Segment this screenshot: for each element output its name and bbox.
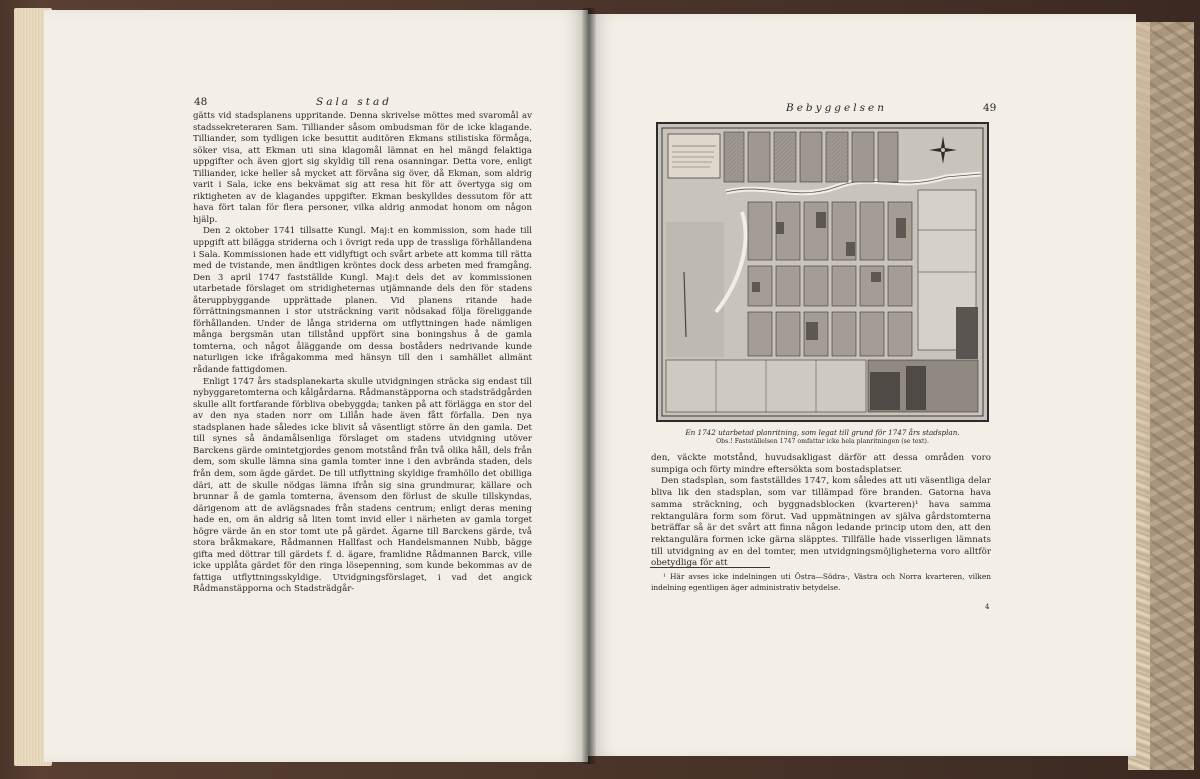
paragraph: Enligt 1747 års stadsplanekarta skulle utvidgningen sträcka sig endast till nybyggaretomterna och kålgårdarna. Rådmanstäpporna och stadsträdgården skulle allt fortfarande förbliva obebyggda; tanken på att förlägga en stor del av den nya staden norr om Lillån hade även fått förfalla. Den nya stadsplanen hade således icke blivit så väsentligt större än den gamla. Det till synes så ändamålsenliga förslaget om stadens utvidgning utöver Barckens gärde omintetgjordes genom motstånd från två olika håll, dels från dem, som skulle lämna sina gamla tomter inne i den avbrända staden, dels från dem, som ägde gärdet. De till utflyttning skyldige framhöllo det obilliga däri, att de skulle nödgas lämna ifrån sig sina grundmurar, källare och brunnar å de gamla tomterna, ävensom den förlust de skulle tillskyndas, därigenom att de avlägsnades från stadens centrum; enligt deras mening hade en, om än aldrig så liten tomt invid eller i närheten av gamla torget högre värde än en stor tomt ute på gärdet. Ägarne till Barckens gärde, två stora bråkmakare, Rådmannen Hallfast och Handelsmannen Nubb, bägge gifta med döttrar till gärdets f. d. ägare, framlidne Rådmannen Barck, ville icke upplåta gärdet för den ringa lösepenning, som kunde bekommas av de fattiga utflyttningsskyldige. Utvidgningsförslaget, i vad det angick Rådmanstäpporna och Stadsträdgår- <box>193 376 532 595</box>
paragraph: gätts vid stadsplanens uppritande. Denna skrivelse möttes med svaromål av stadssekreteraren Sam. Tilliander såsom ombudsman för de icke klagande. Tilliander, som tydligen icke besuttit auditören Ekmans stilistiska förmåga, söker visa, att Ekman uti sina klagomål lämnat en hel mängd felaktiga uppgifter och även gjort sig skyldig till rena osanningar. Detta vore, enligt Tilliander, icke heller så mycket att förvåna sig över, då Ekman, som aldrig varit i Sala, icke ens bekvämat sig att resa hit för att övertyga sig om riktigheten av de klagandes uppgifter. Ekman beskylldes dessutom för att hava fört talan för flera personer, vilka aldrig anmodat honom om någon hjälp. <box>193 111 532 225</box>
figure-caption: En 1742 utarbetad planritning, som legat till grund för 1747 års stadsplan. <box>685 428 960 437</box>
footnote <box>651 572 991 593</box>
paragraph: Den stadsplan, som fastställdes 1747, kom således att uti väsentliga delar bliva lik den stadsplan, som var tillämpad före branden. Gatorna hava samma sträckning, och byggnadsblocken (kvarteren)¹ hava samma rektangulära form som förut. Vad uppmätningen av själva gårdstomterna beträffar så är det svårt att finna någon ledande princip utom den, att den rektangulära formen icke gärna släpptes. Tillfälle hade visserligen lämnats till utvidgning av en del tomter, men utvidgningsmöjligheterna voro alltför obetydliga för att <box>651 476 991 569</box>
footnote-rule <box>650 567 770 568</box>
figure-caption-note: Obs.! Fastställelsen 1747 omfattar icke hela planritningen (se text). <box>716 438 929 445</box>
right-page-number: 49 <box>983 102 997 114</box>
paragraph: den, väckte motstånd, huvudsakligast därför att dessa områden voro sumpiga och förty mindre eftersökta som bostadsplatser. <box>651 453 991 475</box>
right-running-title: Bebyggelsen <box>786 102 887 114</box>
book-gutter <box>582 8 596 764</box>
left-page-number: 48 <box>194 96 208 108</box>
signature-mark: 4 <box>985 603 990 611</box>
left-page-body <box>193 111 532 596</box>
footnote-text: ¹ Här avses icke indelningen uti Östra—Södra-, Västra och Norra kvarteren, vilken indelning egentligen äger administrativ betydelse. <box>651 572 991 592</box>
left-running-title: Sala stad <box>316 96 392 108</box>
marbled-endpaper <box>1150 22 1194 770</box>
town-plan-map-image <box>656 122 989 422</box>
paragraph: Den 2 oktober 1741 tillsatte Kungl. Maj:t en kommission, som hade till uppgift att bilägga striderna och i övrigt reda upp de trassliga förhållandena i Sala. Kommissionen hade ett vidlyftigt och svårt arbete att komma till rätta med de tvistande, men ändtligen kröntes dock dess arbeten med framgång. Den 3 april 1747 fastställde Kungl. Maj:t dels det av kommissionen utarbetade förslaget om stridigheternas utjämnande dels den för stadens återuppbyggande upprättade planen. Vid planens ritande hade förrättningsmannen i stor utsträckning varit nödsakad följa föreliggande förhållanden. Under de långa striderna om utflyttningen hade nämligen många bergsmän utan tillstånd uppfört sina boningshus å de gamla tomterna, och något åläggande om dessa boståders nedrivande kunde naturligen icke ifrågakomma med hänsyn till den i samhället allmänt rådande fattigdomen. <box>193 226 532 376</box>
right-page-body <box>651 453 991 570</box>
town-plan-map-drawing <box>656 122 989 422</box>
